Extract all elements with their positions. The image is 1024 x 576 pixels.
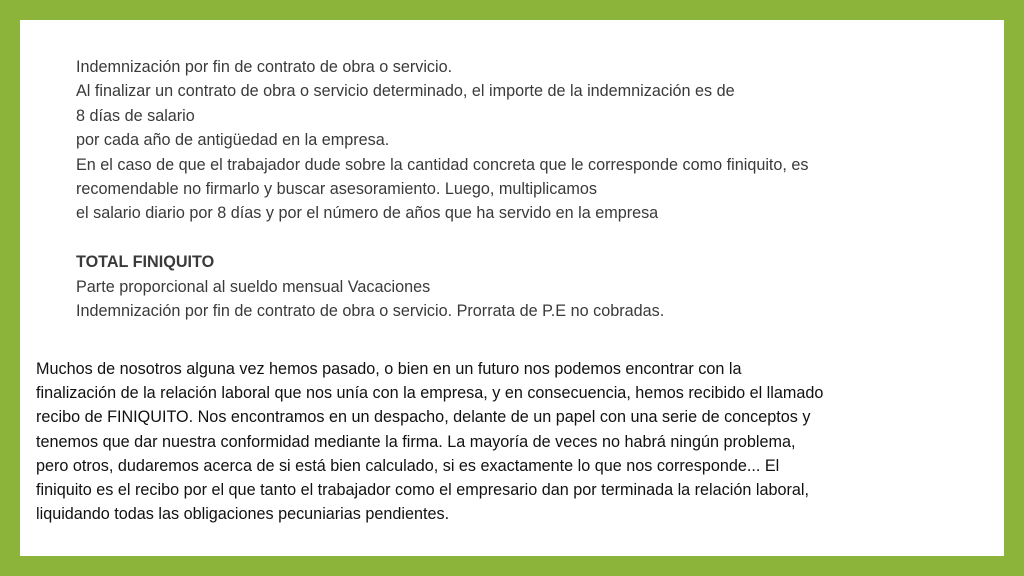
text-line: por cada año de antigüedad en la empresa. [76,131,390,150]
paragraph-line: Muchos de nosotros alguna vez hemos pasado, o bien en un futuro nos podemos encontrar con la [36,360,742,378]
paragraph-line: pero otros, dudaremos acerca de si está bien calculado, si es exactamente lo que nos corresponde... El [36,456,780,475]
text-line: Indemnización por fin de contrato de obra o servicio. [76,58,453,76]
spacer [76,226,996,250]
total-finiquito-heading: TOTAL FINIQUITO [76,253,215,272]
slide-content [20,20,1004,556]
text-line: recomendable no firmarlo y buscar asesoramiento. Luego, multiplicamos [76,180,597,199]
text-line: Parte proporcional al sueldo mensual Vacaciones [76,277,431,296]
paragraph-line: recibo de FINIQUITO. Nos encontramos en un despacho, delante de un papel con una serie de conceptos y [36,408,811,427]
text-line: Al finalizar un contrato de obra o servicio determinado, el importe de la indemnización es de [76,82,735,101]
text-line: el salario diario por 8 días y por el número de años que ha servido en la empresa [76,204,659,223]
paragraph-line: liquidando todas las obligaciones pecuniarias pendientes. [36,505,450,524]
indemnizacion-text-block [76,55,996,323]
paragraph-line: finiquito es el recibo por el que tanto el trabajador como el empresario dan por terminada la relación laboral, [36,481,809,500]
text-line: Indemnización por fin de contrato de obra o servicio. Prorrata de P.E no cobradas. [76,302,665,321]
text-line: 8 días de salario [76,106,195,125]
paragraph-line: finalización de la relación laboral que nos unía con la empresa, y en consecuencia, hemos recibido el llamado [36,384,824,403]
finiquito-paragraph [36,357,996,526]
paragraph-line: tenemos que dar nuestra conformidad mediante la firma. La mayoría de veces no habrá ningún problema, [36,432,796,451]
text-line: En el caso de que el trabajador dude sobre la cantidad concreta que le corresponde como finiquito, es [76,155,809,174]
